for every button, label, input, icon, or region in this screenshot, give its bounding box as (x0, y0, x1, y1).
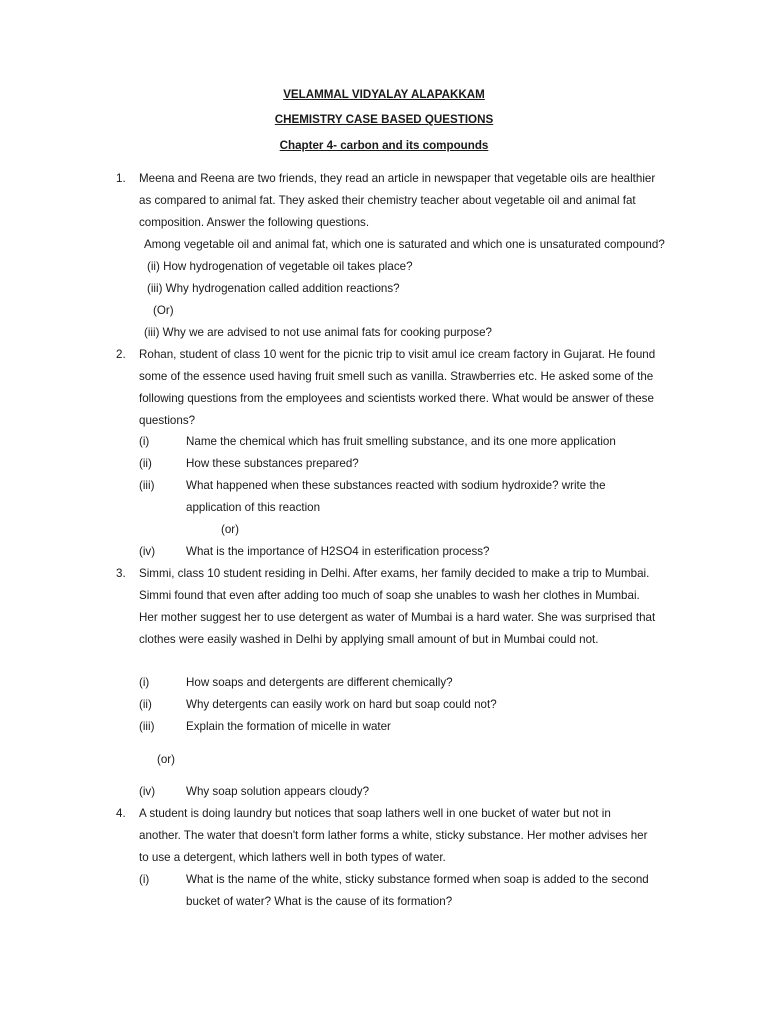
q3-item-text: Why soap solution appears cloudy? (186, 785, 370, 798)
q1-subquestion: (iii) Why hydrogenation called addition reactions? (147, 282, 400, 295)
q4-line: A student is doing laundry but notices that soap lathers well in one bucket of water but not in (139, 807, 611, 820)
q2-line: questions? (139, 414, 196, 427)
q2-item-text: Name the chemical which has fruit smelling substance, and its one more application (186, 435, 616, 448)
q3-item-text: Why detergents can easily work on hard but soap could not? (186, 698, 497, 711)
q4-item-text: What is the name of the white, sticky substance formed when soap is added to the second (186, 873, 649, 886)
q4-number: 4. (116, 807, 126, 820)
q2-or: (or) (221, 523, 240, 536)
q2-item-label: (i) (139, 435, 150, 448)
q2-item-label: (iv) (139, 545, 156, 558)
q4-item-text: bucket of water? What is the cause of its formation? (186, 895, 453, 908)
q2-item-label: (ii) (139, 457, 152, 470)
q1-line: composition. Answer the following questions. (139, 216, 370, 229)
q4-line: to use a detergent, which lathers well in both types of water. (139, 851, 446, 864)
q3-or: (or) (157, 753, 176, 766)
q1-line: Meena and Reena are two friends, they read an article in newspaper that vegetable oils are healthier (139, 172, 656, 185)
q3-item-label: (i) (139, 676, 150, 689)
q1-subquestion: (iii) Why we are advised to not use animal fats for cooking purpose? (144, 326, 492, 339)
q3-line: Her mother suggest her to use detergent as water of Mumbai is a hard water. She was surprised that (139, 611, 656, 624)
q3-item-label: (iii) (139, 720, 155, 733)
q1-line: as compared to animal fat. They asked their chemistry teacher about vegetable oil and animal fat (139, 194, 636, 207)
q1-subquestion: (ii) How hydrogenation of vegetable oil takes place? (147, 260, 413, 273)
q4-line: another. The water that doesn't form lather forms a white, sticky substance. Her mother advises her (139, 829, 648, 842)
q2-item-label: (iii) (139, 479, 155, 492)
q2-item-text: application of this reaction (186, 501, 321, 514)
q3-item-label: (ii) (139, 698, 152, 711)
q2-line: following questions from the employees and scientists worked there. What would be answer of these (139, 392, 654, 405)
q1-subquestion: Among vegetable oil and animal fat, which one is saturated and which one is unsaturated compound? (144, 238, 665, 251)
q3-line: Simmi found that even after adding too much of soap she unables to wash her clothes in Mumbai. (139, 589, 640, 602)
q3-line: Simmi, class 10 student residing in Delhi. After exams, her family decided to make a trip to Mumbai. (139, 567, 650, 580)
school-title: VELAMMAL VIDYALAY ALAPAKKAM (283, 88, 485, 101)
q1-or: (Or) (153, 304, 174, 317)
q2-item-text: What happened when these substances reacted with sodium hydroxide? write the (186, 479, 606, 492)
q3-line: clothes were easily washed in Delhi by applying small amount of but in Mumbai could not. (139, 633, 599, 646)
q3-item-label: (iv) (139, 785, 156, 798)
q2-number: 2. (116, 348, 126, 361)
q1-number: 1. (116, 172, 126, 185)
q3-item-text: How soaps and detergents are different chemically? (186, 676, 453, 689)
q2-line: Rohan, student of class 10 went for the picnic trip to visit amul ice cream factory in Gujarat. He found (139, 348, 656, 361)
q2-item-text: What is the importance of H2SO4 in esterification process? (186, 545, 490, 558)
q2-item-text: How these substances prepared? (186, 457, 359, 470)
chapter-title: Chapter 4- carbon and its compounds (279, 139, 489, 152)
q2-line: some of the essence used having fruit smell such as vanilla. Strawberries etc. He asked some of the (139, 370, 654, 383)
q3-number: 3. (116, 567, 126, 580)
subject-title: CHEMISTRY CASE BASED QUESTIONS (274, 113, 494, 126)
q3-item-text: Explain the formation of micelle in water (186, 720, 391, 733)
q4-item-label: (i) (139, 873, 150, 886)
